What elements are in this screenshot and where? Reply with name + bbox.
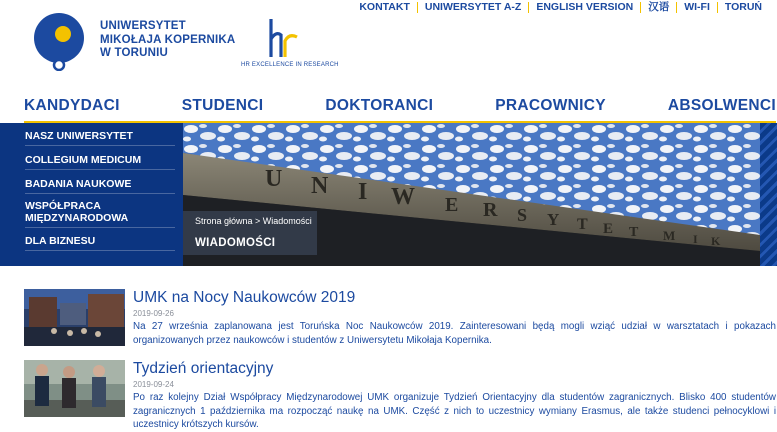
side-item-collegium-medicum[interactable]: COLLEGIUM MEDICUM	[25, 154, 175, 166]
top-link-english-version[interactable]: ENGLISH VERSION	[528, 2, 640, 13]
nav-absolwenci[interactable]: ABSOLWENCI	[667, 97, 776, 114]
umk-emblem-icon	[34, 13, 90, 71]
building-letter: E	[603, 221, 614, 237]
side-item-wspolpraca[interactable]: WSPÓŁPRACA MIĘDZYNARODOWA	[25, 200, 135, 224]
building-letter: I	[693, 232, 698, 246]
breadcrumb-box	[183, 211, 317, 255]
side-menu	[0, 123, 183, 266]
news-date: 2019-09-26	[133, 309, 174, 318]
building-letter: M	[663, 228, 676, 243]
side-item-nasz-uniwersytet[interactable]: NASZ UNIWERSYTET	[25, 130, 175, 142]
university-name-line2: MIKOŁAJA KOPERNIKA	[100, 33, 236, 46]
building-letter: U	[265, 166, 283, 192]
building-letter: E	[445, 194, 459, 216]
building-letter: N	[311, 173, 329, 199]
side-item-dla-biznesu[interactable]: DLA BIZNESU	[25, 235, 175, 247]
hr-logo-caption: HR EXCELLENCE IN RESEARCH	[241, 62, 339, 68]
news-thumbnail[interactable]	[24, 360, 125, 417]
building-letter: K	[711, 234, 721, 248]
news-title[interactable]: UMK na Nocy Naukowców 2019	[133, 289, 356, 306]
news-summary: Po raz kolejny Dział Współpracy Międzynarodowej UMK organizuje Tydzień Orientacyjny dla studentów zagranicznych. Blisko 400 studentów zagranicznych 1 października ma rozpocząć naukę na UMK. Część z nich to uczestnicy wymiany Erasmus, ale także studenci pełnocyklowi i uczestnicy krótszych kursów.	[133, 392, 776, 431]
building-letter: Y	[547, 210, 560, 229]
news-item	[24, 289, 776, 351]
news-item	[24, 360, 776, 431]
breadcrumb[interactable]: Strona główna > Wiadomości	[195, 216, 312, 226]
top-link-chinese[interactable]: 汉语	[640, 2, 676, 13]
nav-pracownicy[interactable]: PRACOWNICY	[495, 97, 606, 114]
news-date: 2019-09-24	[133, 380, 174, 389]
university-name	[100, 20, 235, 61]
news-thumbnail[interactable]	[24, 289, 125, 346]
nav-kandydaci[interactable]: KANDYDACI	[24, 97, 120, 114]
main-navigation	[24, 91, 776, 124]
university-name-line3: W TORUNIU	[100, 47, 169, 59]
top-link-uniwersytet-a-z[interactable]: UNIWERSYTET A-Z	[417, 2, 528, 13]
top-link-kontakt[interactable]: KONTAKT	[359, 0, 410, 13]
university-name-line1: UNIWERSYTET	[100, 20, 186, 32]
building-letter: T	[629, 225, 639, 240]
news-title[interactable]: Tydzień orientacyjny	[133, 360, 274, 377]
building-letter: I	[358, 179, 368, 205]
building-letter: T	[577, 216, 588, 233]
decorative-stripe	[760, 123, 777, 266]
building-letter: R	[483, 199, 498, 221]
page-title: WIADOMOŚCI	[195, 237, 276, 249]
nav-studenci[interactable]: STUDENCI	[181, 97, 264, 114]
top-links-bar	[352, 0, 769, 14]
hero-banner	[0, 123, 777, 266]
building-letter: W	[391, 184, 415, 210]
top-link-wifi[interactable]: WI-FI	[676, 2, 717, 13]
news-summary: Na 27 września zaplanowana jest Toruńska Noc Naukowców 2019. Zainteresowani będą mogli wziąć udział w warsztatach i pokazach organizowanych przez naukowców i studentów z Uniwersytetu Mikołaja Kopernika.	[133, 321, 776, 346]
top-link-torun[interactable]: TORUŃ	[717, 2, 769, 13]
building-letter: S	[517, 205, 528, 225]
side-item-badania-naukowe[interactable]: BADANIA NAUKOWE	[25, 178, 175, 190]
nav-doktoranci[interactable]: DOKTORANCI	[325, 97, 434, 114]
